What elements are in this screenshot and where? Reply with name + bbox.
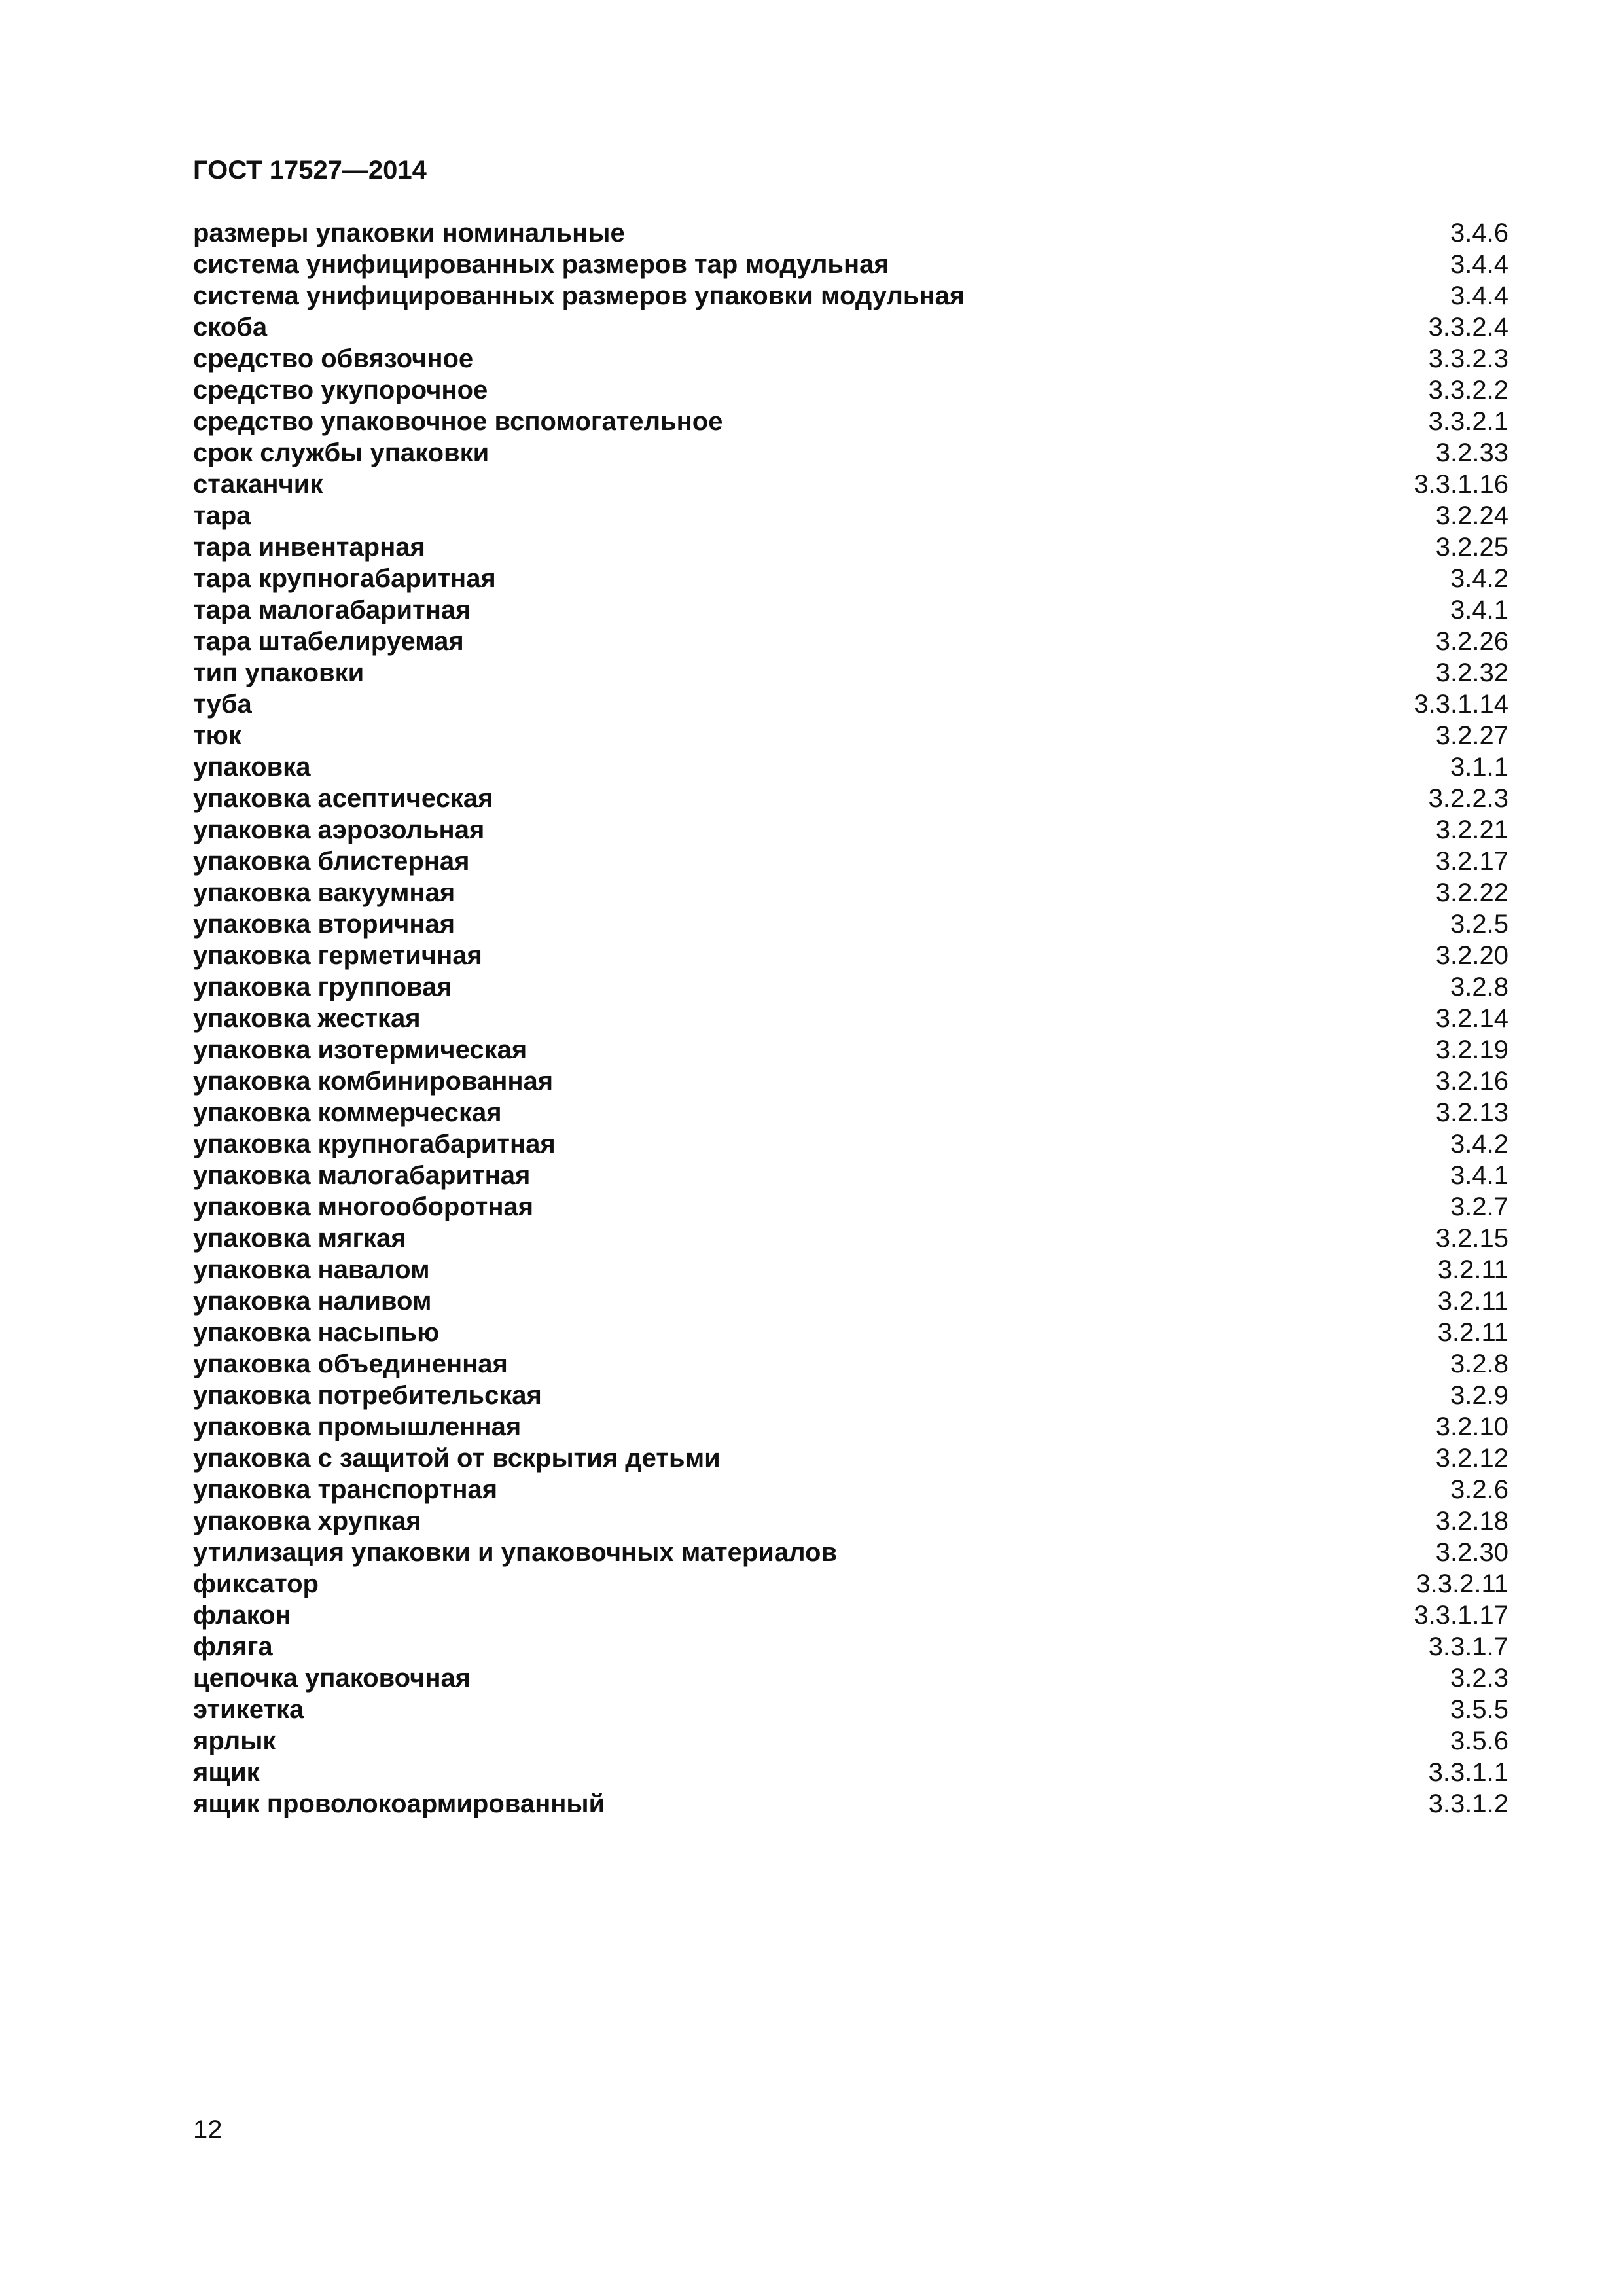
index-reference: 3.2.14 — [1435, 1004, 1508, 1033]
index-reference: 3.2.18 — [1435, 1507, 1508, 1535]
index-term: упаковка мягкая — [193, 1224, 406, 1253]
index-reference: 3.5.5 — [1450, 1695, 1508, 1724]
index-entry — [193, 1191, 1508, 1223]
index-reference: 3.2.8 — [1450, 973, 1508, 1001]
index-term: упаковка групповая — [193, 973, 452, 1001]
index-term: этикетка — [193, 1695, 304, 1724]
index-term: упаковка коммерческая — [193, 1098, 502, 1127]
index-entry — [193, 1223, 1508, 1254]
index-reference: 3.3.1.17 — [1414, 1601, 1508, 1630]
index-term: цепочка упаковочная — [193, 1664, 471, 1693]
index-reference: 3.4.1 — [1450, 1161, 1508, 1190]
document-header: ГОСТ 17527—2014 — [193, 156, 427, 185]
index-reference: 3.2.17 — [1435, 847, 1508, 876]
index-entry — [193, 720, 1508, 751]
index-entry — [193, 500, 1508, 531]
index-reference: 3.2.32 — [1435, 658, 1508, 687]
index-term: упаковка наливом — [193, 1287, 432, 1316]
index-entry — [193, 1254, 1508, 1285]
index-entry — [193, 689, 1508, 720]
index-term: тара крупногабаритная — [193, 564, 496, 593]
index-term: тип упаковки — [193, 658, 365, 687]
index-reference: 3.2.6 — [1450, 1475, 1508, 1504]
index-term: упаковка многооборотная — [193, 1193, 534, 1221]
index-term: стаканчик — [193, 470, 323, 499]
index-entry — [193, 657, 1508, 689]
index-term: система унифицированных размеров упаковки модульная — [193, 281, 965, 310]
index-entry — [193, 1411, 1508, 1443]
index-reference: 3.2.10 — [1435, 1412, 1508, 1441]
index-entry — [193, 783, 1508, 814]
index-term: тара штабелируемая — [193, 627, 464, 656]
index-entry — [193, 1317, 1508, 1348]
index-reference: 3.2.24 — [1435, 501, 1508, 530]
index-term: флакон — [193, 1601, 291, 1630]
index-reference: 3.2.9 — [1450, 1381, 1508, 1410]
index-reference: 3.2.21 — [1435, 816, 1508, 844]
index-entry — [193, 1285, 1508, 1317]
index-entry — [193, 877, 1508, 908]
index-entry — [193, 469, 1508, 500]
index-entry — [193, 1034, 1508, 1066]
index-reference: 3.4.2 — [1450, 564, 1508, 593]
index-term: упаковка промышленная — [193, 1412, 522, 1441]
index-entry — [193, 1097, 1508, 1128]
index-reference: 3.3.1.14 — [1414, 690, 1508, 719]
index-reference: 3.5.6 — [1450, 1727, 1508, 1755]
index-reference: 3.2.33 — [1435, 439, 1508, 467]
index-reference: 3.2.3 — [1450, 1664, 1508, 1693]
index-entry — [193, 1788, 1508, 1820]
index-entry — [193, 971, 1508, 1003]
index-reference: 3.2.27 — [1435, 721, 1508, 750]
index-entry — [193, 814, 1508, 846]
index-reference: 3.3.1.1 — [1428, 1758, 1508, 1787]
index-entry — [193, 594, 1508, 626]
index-reference: 3.4.4 — [1450, 281, 1508, 310]
index-entry — [193, 1725, 1508, 1757]
index-entry — [193, 1443, 1508, 1474]
index-term: ящик — [193, 1758, 260, 1787]
index-entry — [193, 1537, 1508, 1568]
index-term: упаковка — [193, 753, 311, 781]
index-term: средство упаковочное вспомогательное — [193, 407, 723, 436]
index-term: тара малогабаритная — [193, 596, 471, 624]
index-term: упаковка жесткая — [193, 1004, 421, 1033]
index-term: упаковка крупногабаритная — [193, 1130, 556, 1158]
index-entry — [193, 437, 1508, 469]
index-entry — [193, 1160, 1508, 1191]
index-term: упаковка вторичная — [193, 910, 455, 939]
index-term: туба — [193, 690, 252, 719]
index-term: упаковка навалом — [193, 1255, 430, 1284]
index-entry — [193, 1568, 1508, 1600]
index-entry — [193, 249, 1508, 280]
index-reference: 3.2.12 — [1435, 1444, 1508, 1473]
index-reference: 3.2.11 — [1437, 1318, 1508, 1347]
index-reference: 3.4.4 — [1450, 250, 1508, 279]
index-term: упаковка изотермическая — [193, 1035, 527, 1064]
index-term: упаковка комбинированная — [193, 1067, 554, 1096]
index-reference: 3.2.15 — [1435, 1224, 1508, 1253]
index-entry — [193, 280, 1508, 312]
index-entry — [193, 1600, 1508, 1631]
index-term: упаковка с защитой от вскрытия детьми — [193, 1444, 721, 1473]
index-term: тара инвентарная — [193, 533, 425, 562]
index-entry — [193, 1694, 1508, 1725]
index-entry — [193, 217, 1508, 249]
index-reference: 3.4.2 — [1450, 1130, 1508, 1158]
index-reference: 3.2.11 — [1437, 1255, 1508, 1284]
index-reference: 3.3.2.4 — [1428, 313, 1508, 342]
index-term: упаковка вакуумная — [193, 878, 455, 907]
index-reference: 3.2.5 — [1450, 910, 1508, 939]
index-reference: 3.2.30 — [1435, 1538, 1508, 1567]
index-entry — [193, 1380, 1508, 1411]
index-reference: 3.3.1.2 — [1428, 1789, 1508, 1818]
index-reference: 3.2.19 — [1435, 1035, 1508, 1064]
index-term: упаковка блистерная — [193, 847, 470, 876]
index-term: упаковка малогабаритная — [193, 1161, 531, 1190]
index-entry — [193, 846, 1508, 877]
index-term: утилизация упаковки и упаковочных материалов — [193, 1538, 838, 1567]
index-reference: 3.2.8 — [1450, 1350, 1508, 1378]
index-term: размеры упаковки номинальные — [193, 219, 625, 247]
index-term: упаковка насыпью — [193, 1318, 440, 1347]
index-term: средство обвязочное — [193, 344, 474, 373]
index-entry — [193, 406, 1508, 437]
index-reference: 3.1.1 — [1450, 753, 1508, 781]
index-reference: 3.2.2.3 — [1428, 784, 1508, 813]
index-entry — [193, 1128, 1508, 1160]
index-reference: 3.3.1.7 — [1428, 1632, 1508, 1661]
index-reference: 3.3.2.1 — [1428, 407, 1508, 436]
index-reference: 3.4.1 — [1450, 596, 1508, 624]
index-entry — [193, 374, 1508, 406]
index-term: упаковка хрупкая — [193, 1507, 421, 1535]
index-entry — [193, 1066, 1508, 1097]
index-term: упаковка герметичная — [193, 941, 482, 970]
index-entry — [193, 1631, 1508, 1662]
index-entry — [193, 751, 1508, 783]
index-entry — [193, 1474, 1508, 1505]
index-term: упаковка асептическая — [193, 784, 493, 813]
index-term: упаковка транспортная — [193, 1475, 498, 1504]
index-reference: 3.2.25 — [1435, 533, 1508, 562]
index-term: упаковка потребительская — [193, 1381, 542, 1410]
index-reference: 3.2.26 — [1435, 627, 1508, 656]
index-entry — [193, 940, 1508, 971]
index-reference: 3.4.6 — [1450, 219, 1508, 247]
index-term: срок службы упаковки — [193, 439, 490, 467]
index-reference: 3.2.16 — [1435, 1067, 1508, 1096]
index-term: скоба — [193, 313, 268, 342]
index-entry — [193, 626, 1508, 657]
index-entry — [193, 531, 1508, 563]
index-reference: 3.3.2.11 — [1416, 1570, 1508, 1598]
index-term: средство укупорочное — [193, 376, 488, 404]
index-entry — [193, 1348, 1508, 1380]
index-entry — [193, 1757, 1508, 1788]
index-term: фиксатор — [193, 1570, 319, 1598]
index-term: система унифицированных размеров тар модульная — [193, 250, 889, 279]
page-number: 12 — [193, 2115, 223, 2144]
index-term: фляга — [193, 1632, 273, 1661]
index-reference: 3.2.11 — [1437, 1287, 1508, 1316]
index-reference: 3.2.7 — [1450, 1193, 1508, 1221]
index-entry — [193, 908, 1508, 940]
index-reference: 3.2.22 — [1435, 878, 1508, 907]
index-entry — [193, 563, 1508, 594]
index-term: ярлык — [193, 1727, 276, 1755]
index-reference: 3.3.1.16 — [1414, 470, 1508, 499]
index-entry — [193, 1662, 1508, 1694]
index-term: ящик проволокоармированный — [193, 1789, 605, 1818]
index-entry — [193, 1505, 1508, 1537]
index-entry — [193, 343, 1508, 374]
index-reference: 3.3.2.3 — [1428, 344, 1508, 373]
index-entry — [193, 312, 1508, 343]
index-reference: 3.2.20 — [1435, 941, 1508, 970]
index-term: тара — [193, 501, 251, 530]
index-term: тюк — [193, 721, 241, 750]
index-entry — [193, 1003, 1508, 1034]
index-reference: 3.3.2.2 — [1428, 376, 1508, 404]
index-term: упаковка аэрозольная — [193, 816, 485, 844]
term-index-list — [193, 217, 1508, 1820]
index-reference: 3.2.13 — [1435, 1098, 1508, 1127]
index-term: упаковка объединенная — [193, 1350, 508, 1378]
